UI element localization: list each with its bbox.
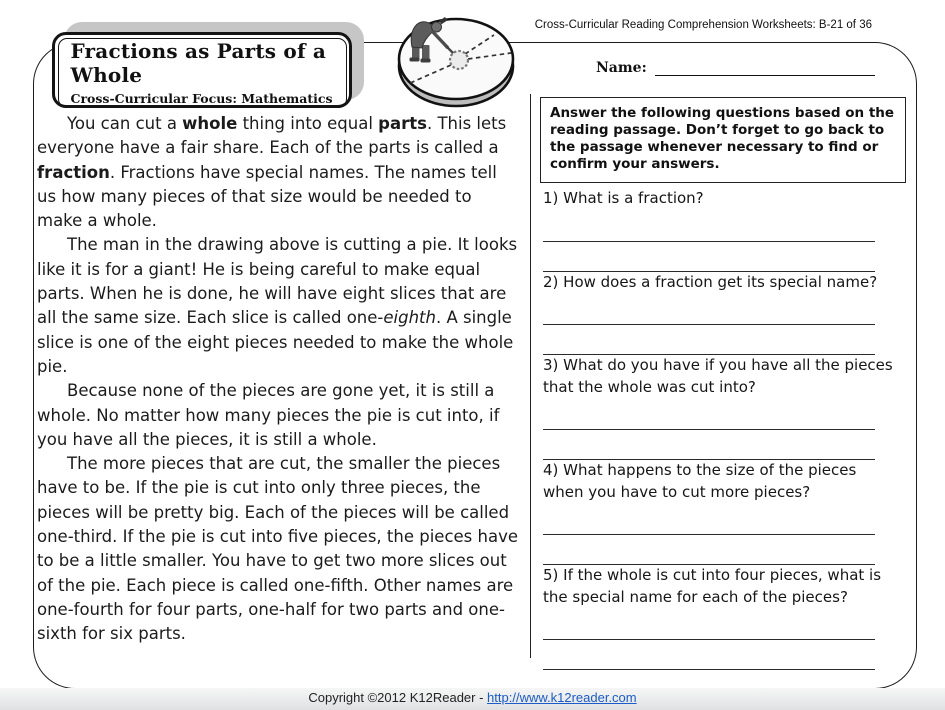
answer-blank-line xyxy=(543,640,875,670)
copyright-text: Copyright ©2012 K12Reader - xyxy=(308,690,488,705)
answer-blank-line xyxy=(543,325,875,355)
pie-cutting-illustration-icon xyxy=(392,10,520,112)
worksheet-title: Fractions as Parts of a Whole xyxy=(70,39,327,87)
passage-paragraph xyxy=(37,452,519,646)
reading-passage xyxy=(37,112,519,647)
questions-list xyxy=(543,188,895,670)
passage-text: eighth xyxy=(383,308,436,328)
worksheet-subtitle: Cross-Curricular Focus: Mathematics xyxy=(70,91,333,106)
name-row xyxy=(596,60,875,76)
footer-link[interactable]: http://www.k12reader.com xyxy=(487,690,637,705)
question-item xyxy=(543,355,895,460)
passage-text: You can cut a xyxy=(67,114,183,133)
answer-blank-line xyxy=(543,610,875,640)
question-item xyxy=(543,565,895,670)
answer-blank-line xyxy=(543,535,875,565)
name-label: Name: xyxy=(596,60,647,76)
footer-bar xyxy=(0,688,945,710)
question-text: 4) What happens to the size of the pieces when you have to cut more pieces? xyxy=(543,461,857,501)
question-item xyxy=(543,460,895,565)
passage-text: thing into equal xyxy=(237,114,379,133)
answer-blank-line xyxy=(543,400,875,430)
question-text: 1) What is a fraction? xyxy=(543,189,704,207)
passage-paragraph xyxy=(37,379,519,452)
title-box xyxy=(52,32,352,108)
passage-text: . A single slice is one of the eight pieces needed to make the whole pie. xyxy=(37,308,514,376)
passage-text: The more pieces that are cut, the smaller the pieces have to be. If the pie is cut into only three pieces, the pieces will be pretty big. Each of the pieces will be called one-third. If the pie is cut into five pieces, the pieces have to be a little smaller. You have to get two more slices out of the pie. Each piece is called one-fifth. Other names are one-fourth for four parts, one-half for two parts and one-sixth for six parts. xyxy=(37,454,518,644)
answer-blank-line xyxy=(543,430,875,460)
answer-blank-line xyxy=(543,212,875,242)
title-box-inner xyxy=(58,38,347,108)
cutter-wheel-icon xyxy=(450,51,468,69)
header-meta: Cross-Curricular Reading Comprehension Worksheets: B-21 of 36 xyxy=(534,19,872,31)
passage-text: . Fractions have special names. The names tell us how many pieces of that size would be needed to make a whole. xyxy=(37,162,497,231)
question-item xyxy=(543,272,895,356)
answer-blank-line xyxy=(543,242,875,272)
answer-blank-line xyxy=(543,295,875,325)
answer-blank-line xyxy=(543,505,875,535)
passage-paragraph xyxy=(37,233,519,379)
passage-text: fraction xyxy=(37,162,110,182)
passage-text: The man in the drawing above is cutting a pie. It looks like it is for a giant! He is being careful to make equal parts. When he is done, he will have eight slices that are all the same size. Each slice is called one- xyxy=(37,235,518,328)
question-text: 5) If the whole is cut into four pieces, what is the special name for each of the pieces? xyxy=(543,566,882,606)
passage-text: parts xyxy=(378,114,427,133)
passage-text: . This lets everyone have a fair share. Each of the parts is called a xyxy=(37,114,507,158)
passage-text: whole xyxy=(182,114,238,133)
question-text: 2) How does a fraction get its special name? xyxy=(543,272,878,291)
question-item xyxy=(543,188,895,272)
passage-paragraph xyxy=(37,112,519,233)
instructions-box: Answer the following questions based on the reading passage. Don’t forget to go back to the passage whenever necessary to find or confirm your answers. xyxy=(540,97,906,183)
passage-text: Because none of the pieces are gone yet, it is still a whole. No matter how many pieces the pie is cut into, if you have all the pieces, it is still a whole. xyxy=(37,381,500,449)
column-divider xyxy=(530,94,531,658)
name-blank-line xyxy=(655,61,875,76)
question-text: 3) What do you have if you have all the pieces that the whole was cut into? xyxy=(543,356,893,396)
